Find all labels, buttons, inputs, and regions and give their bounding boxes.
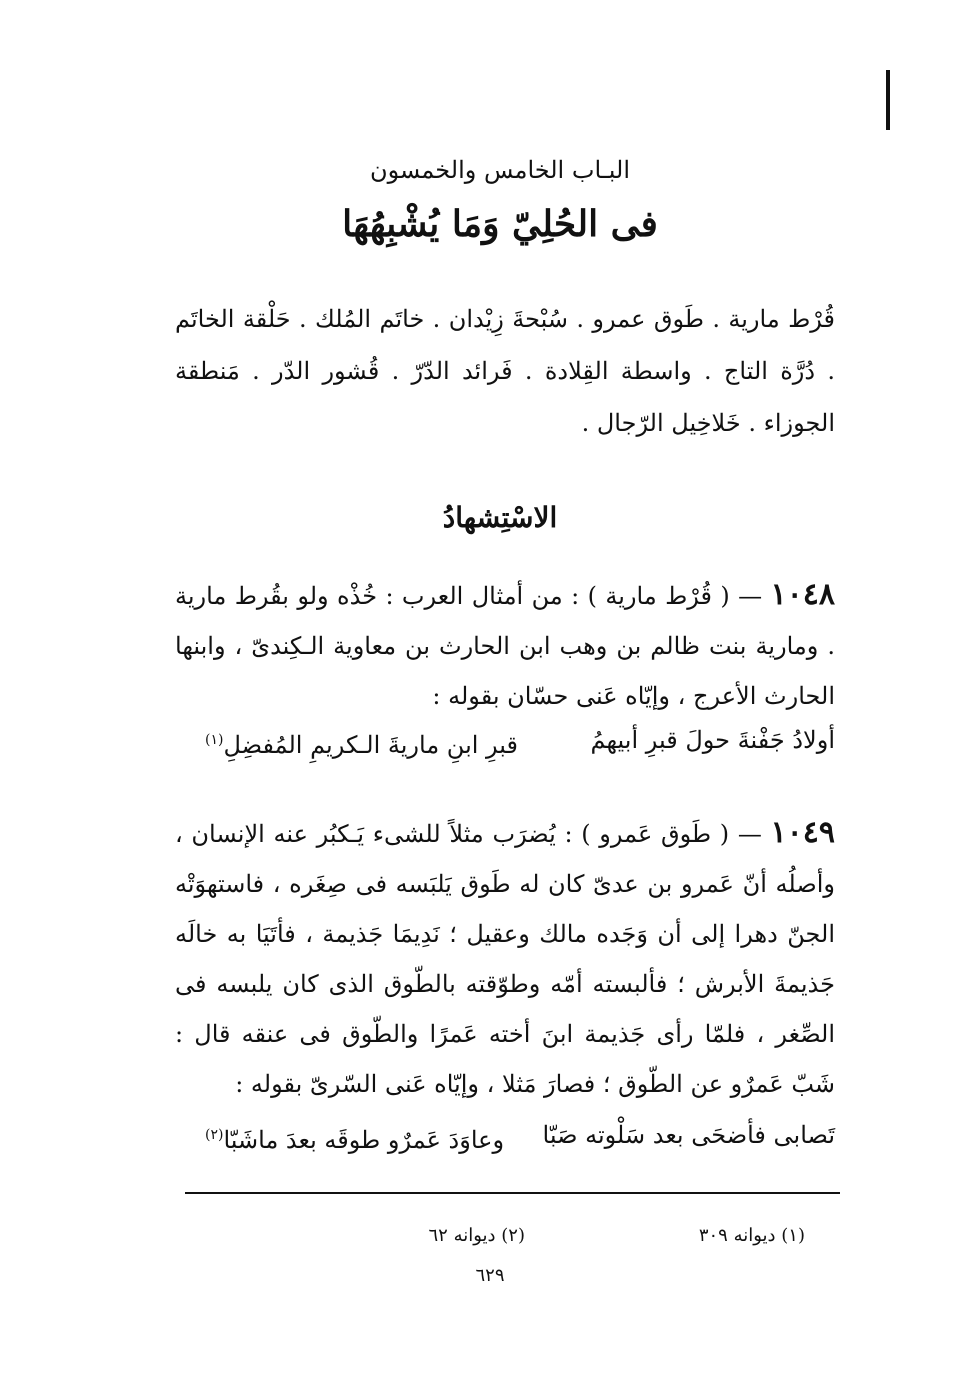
page-number: ٦٢٩ bbox=[475, 1265, 505, 1286]
chapter-title: فى الحُلِيّ وَمَا يُشْبِهُهَا bbox=[342, 203, 658, 245]
footnote-2: (٢) ديوانه ٦٢ bbox=[428, 1225, 525, 1246]
verse-first-hemistich: تَصابى فأضحَى بعد سَلْوته صَبّا bbox=[542, 1121, 835, 1149]
verse-second-text: وعاوَدَ عَمرٌو طوقَه بعدَ ماشَبّا bbox=[223, 1126, 505, 1154]
verse-second-hemistich bbox=[205, 1113, 504, 1162]
entry-text: — ( قُرْط مارية ) : من أمثال العرب : خُذْه ولو بقُرط مارية . ومارية بنت ظالم بن وهب ابن الحارث بن معاوية الـكِندىّ ، وابنها الحارث الأعرج ، وإيّاه عَنى حسّان بقوله : bbox=[175, 582, 835, 710]
chapter-heading: البـاب الخامس والخمسون bbox=[369, 156, 631, 184]
entry-1049 bbox=[175, 808, 835, 1109]
verse-second-hemistich bbox=[205, 718, 518, 767]
entry-number: ١٠٤٨ bbox=[770, 577, 835, 612]
section-heading: الاسْتِشهادُ bbox=[442, 501, 558, 534]
footnote-1: (١) ديوانه ٣٠٩ bbox=[698, 1225, 805, 1246]
entry-1048 bbox=[175, 570, 835, 721]
footnote-ref: (١) bbox=[205, 732, 224, 748]
topics-list: قُرْط مارية . طَوق عمرو . سُبْحةَ زِيْدان . خاتَم المُلك . حَلْقة الخاتَم . دُرَّة التاج . واسطة القِلادة . فَرائد الدّرّ . قُشور الدّر . مَنطقة الجوزاء . خَلاخِيل الرّجال . bbox=[175, 305, 835, 437]
entry-text: — ( طَوق عَمرو ) : يُضرَب مثلاً للشىء يَـكبُر عنه الإنسان ، وأصلُه أنّ عَمرو بن عدىّ كان له طَوق يَلبَسه فى صِغَره ، فاستهوَتْه الجنّ دهرا إلى أن وَجَده مالك وعقيل ؛ نَدِيمَا جَذيمة ، فأتَيَا به خالَه جَذيمةَ الأبرش ؛ فألبسته أمّه وطوّقته بالطّوق الذى كان يلبسه فى الصِّغر ، فلمّا رأى جَذيمة ابنَ أخته عَمرًا والطّوق فى عنقه قال : شَبّ عَمرٌو عن الطّوق ؛ فصارَ مَثلا ، وإيّاه عَنى السّرىّ بقوله : bbox=[175, 820, 835, 1098]
verse-second-text: قبرِ ابنِ ماريةَ الـكريمِ المُفضِلِ bbox=[223, 731, 519, 759]
verse-first-hemistich: أولادُ جَفْنةَ حولَ قبرِ أبيهمُ bbox=[590, 726, 835, 754]
footnote-divider bbox=[185, 1192, 840, 1194]
footnote-ref: (٢) bbox=[205, 1127, 224, 1143]
entry-number: ١٠٤٩ bbox=[770, 815, 835, 850]
page-edge-mark bbox=[886, 70, 890, 130]
